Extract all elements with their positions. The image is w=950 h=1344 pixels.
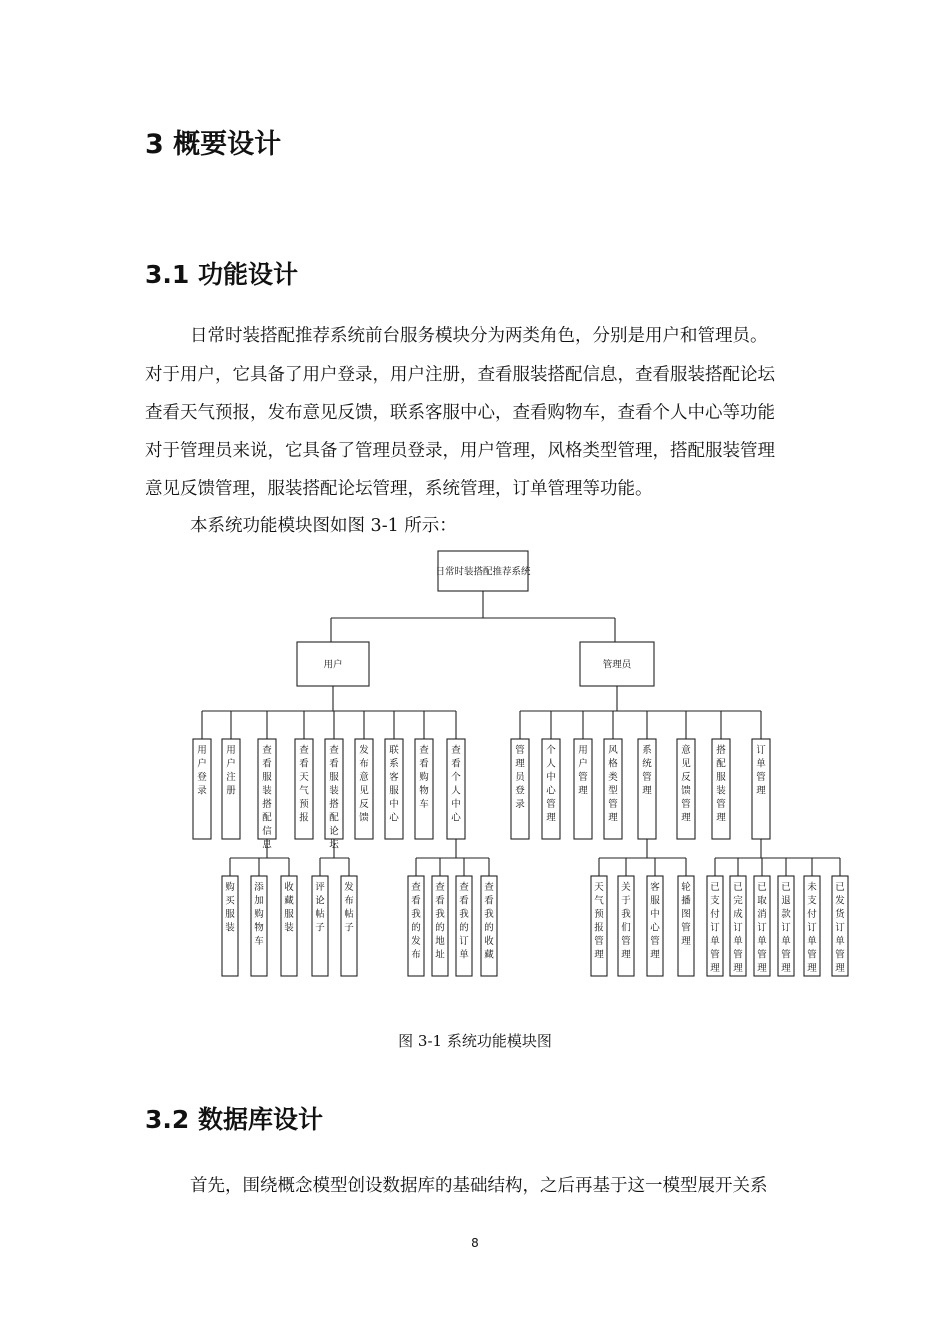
paragraph-line: 日常时装搭配推荐系统前台服务模块分为两类角色，分别是用户和管理员。 [190, 326, 768, 346]
info-submodule-label: 购买服装 [225, 882, 235, 934]
user-module-label: 联系客服中心 [389, 745, 399, 824]
order-submodule-label: 已支付订单管理 [710, 882, 720, 974]
forum-submodule-label: 发布帖子 [344, 882, 354, 934]
user-module-label: 发布意见反馈 [359, 745, 369, 824]
user-module-label: 查看服装搭配信息 [262, 745, 272, 851]
admin-module-label: 风格类型管理 [608, 745, 618, 824]
center-submodule-label: 查看我的订单 [459, 882, 469, 961]
paragraph-line: 查看天气预报，发布意见反馈，联系客服中心，查看购物车，查看个人中心等功能 [145, 403, 775, 423]
order-submodule-label: 已取消订单管理 [757, 882, 767, 974]
system-submodule-label: 轮播图管理 [681, 882, 691, 947]
admin-module-label: 意见反馈管理 [681, 745, 691, 824]
admin-module-label: 个人中心管理 [546, 745, 556, 824]
admin-module-label: 订单管理 [756, 745, 766, 797]
info-submodule-label: 收藏服装 [284, 882, 294, 934]
system-submodule-label: 天气预报管理 [594, 882, 604, 961]
admin-module-label: 系统管理 [642, 745, 652, 797]
body-paragraph-3: 首先，围绕概念模型创设数据库的基础结构，之后再基于这一模型展开关系 [190, 1176, 768, 1196]
user-module-label: 查看服装搭配论坛 [329, 745, 339, 851]
order-submodule-label: 已完成订单管理 [733, 882, 743, 974]
user-module-label: 查看天气预报 [299, 745, 309, 824]
paragraph-line: 对于用户，它具备了用户登录，用户注册，查看服装搭配信息，查看服装搭配论坛 [145, 365, 775, 385]
admin-node-label: 管理员 [602, 659, 632, 671]
paragraph-line: 对于管理员来说，它具备了管理员登录，用户管理，风格类型管理，搭配服装管理 [145, 441, 775, 461]
root-node-label: 日常时装搭配推荐系统 [435, 566, 531, 578]
order-submodule-label: 已退款订单管理 [781, 882, 791, 974]
figure-caption: 图 3-1 系统功能模块图 [398, 1032, 552, 1050]
center-submodule-label: 查看我的收藏 [484, 882, 494, 961]
paragraph-line: 意见反馈管理，服装搭配论坛管理，系统管理，订单管理等功能。 [145, 479, 653, 499]
center-submodule-label: 查看我的发布 [411, 882, 421, 961]
user-module-label: 查看购物车 [419, 745, 429, 810]
user-module-label: 用户注册 [226, 745, 236, 797]
section-heading-3-1: 3.1 功能设计 [145, 260, 298, 289]
forum-submodule-label: 评论帖子 [315, 882, 325, 934]
admin-module-label: 管理员登录 [515, 745, 525, 810]
user-node-label: 用户 [323, 659, 343, 671]
center-submodule-label: 查看我的地址 [435, 882, 445, 961]
system-submodule-label: 关于我们管理 [621, 882, 631, 961]
order-submodule-label: 未支付订单管理 [807, 882, 817, 974]
user-module-label: 用户登录 [197, 745, 207, 797]
admin-module-label: 用户管理 [578, 745, 588, 797]
user-module-label: 查看个人中心 [451, 745, 461, 824]
info-submodule-label: 添加购物车 [254, 882, 264, 947]
system-submodule-label: 客服中心管理 [650, 882, 660, 961]
body-paragraph-2: 本系统功能模块图如图 3-1 所示： [190, 516, 457, 536]
admin-module-label: 搭配服装管理 [716, 745, 726, 824]
order-submodule-label: 已发货订单管理 [835, 882, 845, 974]
section-heading-3-2: 3.2 数据库设计 [145, 1105, 323, 1134]
page-number: 8 [471, 1236, 479, 1250]
chapter-heading: 3 概要设计 [145, 129, 282, 160]
